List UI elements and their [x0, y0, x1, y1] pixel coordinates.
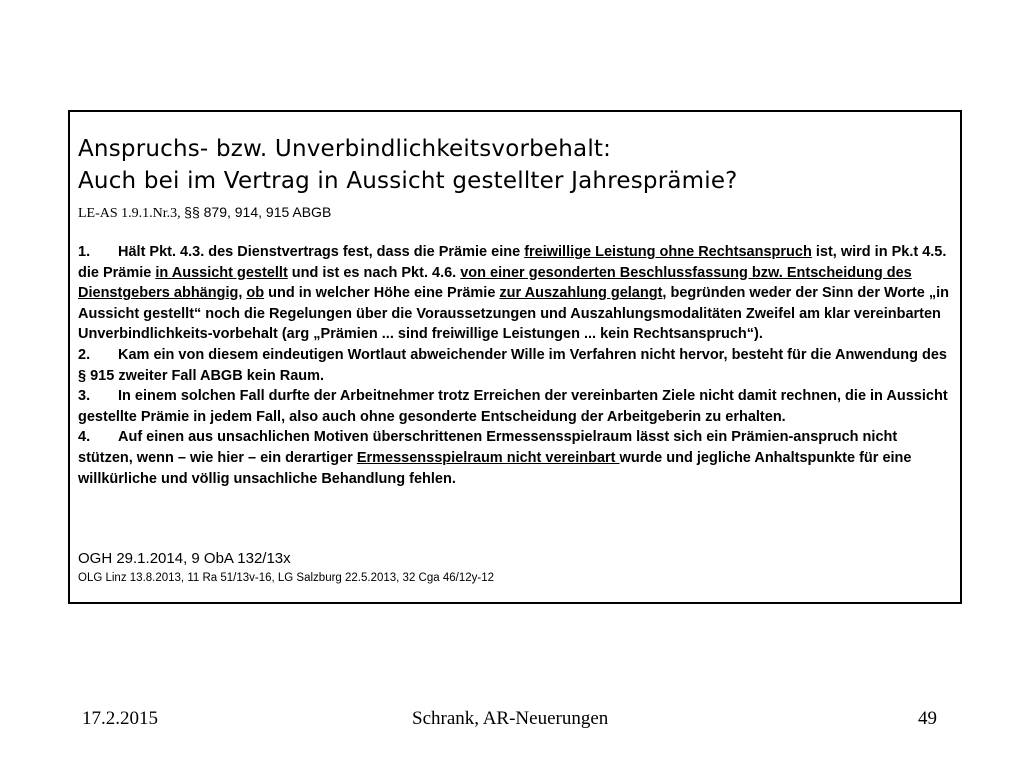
point-number: 3.	[78, 388, 91, 405]
slide-title-line-2: Auch bei im Vertrag in Aussicht gestellter Jahresprämie?	[78, 168, 738, 194]
point-text: Kam ein von diesem eindeutigen Wortlaut abweichender Wille im Verfahren nicht hervor, besteht für die Anwendung des § 915 zweiter Fall ABGB kein Raum.	[78, 346, 947, 384]
point-3	[78, 386, 954, 427]
point-text: ist, wird in Pk.t 4.5. die Prämie	[78, 244, 947, 281]
point-number: 2.	[78, 346, 91, 363]
underlined-phrase: in Aussicht gestellt	[155, 264, 288, 281]
point-4	[78, 427, 954, 489]
point-number: 1.	[78, 244, 91, 260]
point-text: Auf einen aus unsachlichen Motiven überschrittenen Ermessensspielraum lässt sich ein Prämien-anspruch nicht stützen, wenn – wie hier – ein derartiger	[78, 429, 898, 466]
point-number: 4.	[78, 429, 91, 446]
footer-date: 17.2.2015	[82, 708, 158, 729]
point-text: und in welcher Höhe eine Prämie	[264, 285, 500, 302]
underlined-phrase: freiwillige Leistung ohne Rechtsanspruch	[524, 244, 812, 260]
underlined-phrase: zur Auszahlung gelangt	[499, 285, 663, 302]
point-text: und ist es nach Pkt. 4.6.	[287, 264, 461, 281]
page-number: 49	[918, 708, 937, 729]
point-text: , begründen weder der Sinn der Worte „in Aussicht gestellt“ noch die Regelungen über die Voraussetzungen und Auszahlungsmodalitäten Zweifel am klar vereinbarten Unverbindlichkeits-vorbehalt (arg „Prämien ... sind freiwillige Leistungen ... kein Rechtsanspruch“).	[78, 285, 949, 343]
footer-author: Schrank, AR-Neuerungen	[412, 708, 609, 729]
point-text: In einem solchen Fall durfte der Arbeitnehmer trotz Erreichen der vereinbarten Ziele nicht damit rechnen, die in Aussicht gestellte Prämie in jedem Fall, also auch ohne gesonderte Entscheidung der Arbeitgeberin zu erhalten.	[78, 388, 948, 425]
underlined-phrase: von einer gesonderten Beschlussfassung bzw. Entscheidung des Dienstgebers abhängig	[78, 264, 912, 302]
point-2	[78, 345, 954, 386]
ruling-points	[78, 242, 954, 489]
underlined-phrase: Ermessensspielraum nicht vereinbart	[356, 449, 620, 466]
reference-paragraphs: §§ 879, 914, 915 ABGB	[184, 204, 332, 220]
court-citation: OGH 29.1.2014, 9 ObA 132/13x	[78, 550, 291, 567]
lower-court-citation: OLG Linz 13.8.2013, 11 Ra 51/13v-16, LG Salzburg 22.5.2013, 32 Cga 46/12y-12	[78, 572, 494, 584]
reference-source: LE-AS 1.9.1.Nr.3,	[78, 206, 185, 221]
point-text: ,	[238, 285, 247, 302]
underlined-phrase: ob	[246, 285, 265, 302]
slide-title-line-1: Anspruchs- bzw. Unverbindlichkeitsvorbehalt:	[78, 136, 612, 162]
point-text: Hält Pkt. 4.3. des Dienstvertrags fest, dass die Prämie eine	[118, 244, 525, 260]
point-1	[78, 242, 954, 345]
legal-reference	[78, 204, 331, 222]
point-text: wurde und jegliche Anhaltspunkte für eine willkürliche und völlig unsachliche Behandlung fehlen.	[78, 449, 912, 487]
